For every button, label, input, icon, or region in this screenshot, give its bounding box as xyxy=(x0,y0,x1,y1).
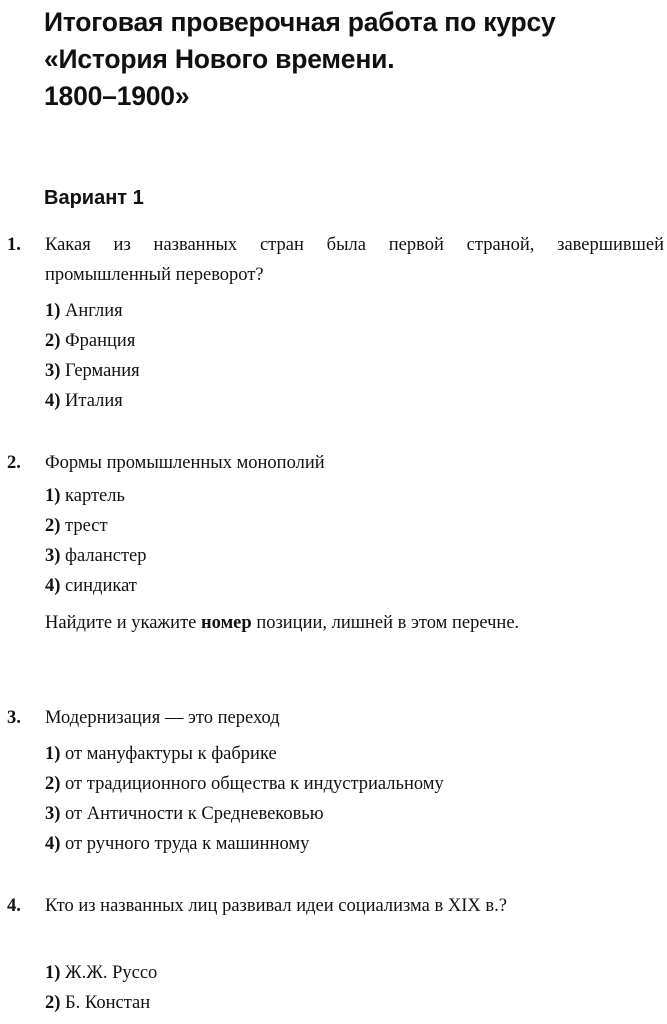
answer-options xyxy=(45,958,157,1018)
answer-option: 1) от мануфактуры к фабрике xyxy=(45,744,277,764)
question-text: Какая из названных стран была первой страной, завершившей промышленный переворот? xyxy=(45,235,664,285)
answer-option: 3) фаланстер xyxy=(45,546,147,566)
answer-option: 2) трест xyxy=(45,516,108,536)
variant-heading: Вариант 1 xyxy=(44,187,144,209)
answer-options xyxy=(45,739,444,859)
answer-option: 2) Франция xyxy=(45,331,136,351)
answer-option: 2) Б. Констан xyxy=(45,993,151,1013)
answer-option: 1) Ж.Ж. Руссо xyxy=(45,963,158,983)
answer-option: 4) Италия xyxy=(45,391,123,411)
question-text: Кто из названных лиц развивал идеи социализма в XIX в.? xyxy=(45,896,507,916)
question-number: 2. xyxy=(7,453,21,473)
title-line-3: 1800–1900» xyxy=(44,81,190,111)
answer-options xyxy=(45,481,147,601)
answer-option: 1) картель xyxy=(45,486,125,506)
title-line-1: Итоговая проверочная работа по курсу xyxy=(44,7,556,37)
answer-option: 1) Англия xyxy=(45,301,123,321)
question-number: 1. xyxy=(7,235,21,255)
question-number: 3. xyxy=(7,708,21,728)
answer-option: 3) Германия xyxy=(45,361,140,381)
question-number: 4. xyxy=(7,896,21,916)
worksheet-title xyxy=(44,4,654,115)
answer-option: 2) от традиционного общества к индустриальному xyxy=(45,774,444,794)
question-text: Модернизация — это переход xyxy=(45,708,280,728)
emphasis-word: номер xyxy=(201,613,252,633)
answer-option: 4) синдикат xyxy=(45,576,137,596)
question-text: Формы промышленных монополий xyxy=(45,453,325,473)
answer-options xyxy=(45,296,140,416)
answer-option: 3) от Античности к Средневековью xyxy=(45,804,324,824)
title-line-2: «История Нового времени. xyxy=(44,44,395,74)
question-instruction: Найдите и укажите номер позиции, лишней в этом перечне. xyxy=(45,613,520,633)
answer-option: 4) от ручного труда к машинному xyxy=(45,834,310,854)
